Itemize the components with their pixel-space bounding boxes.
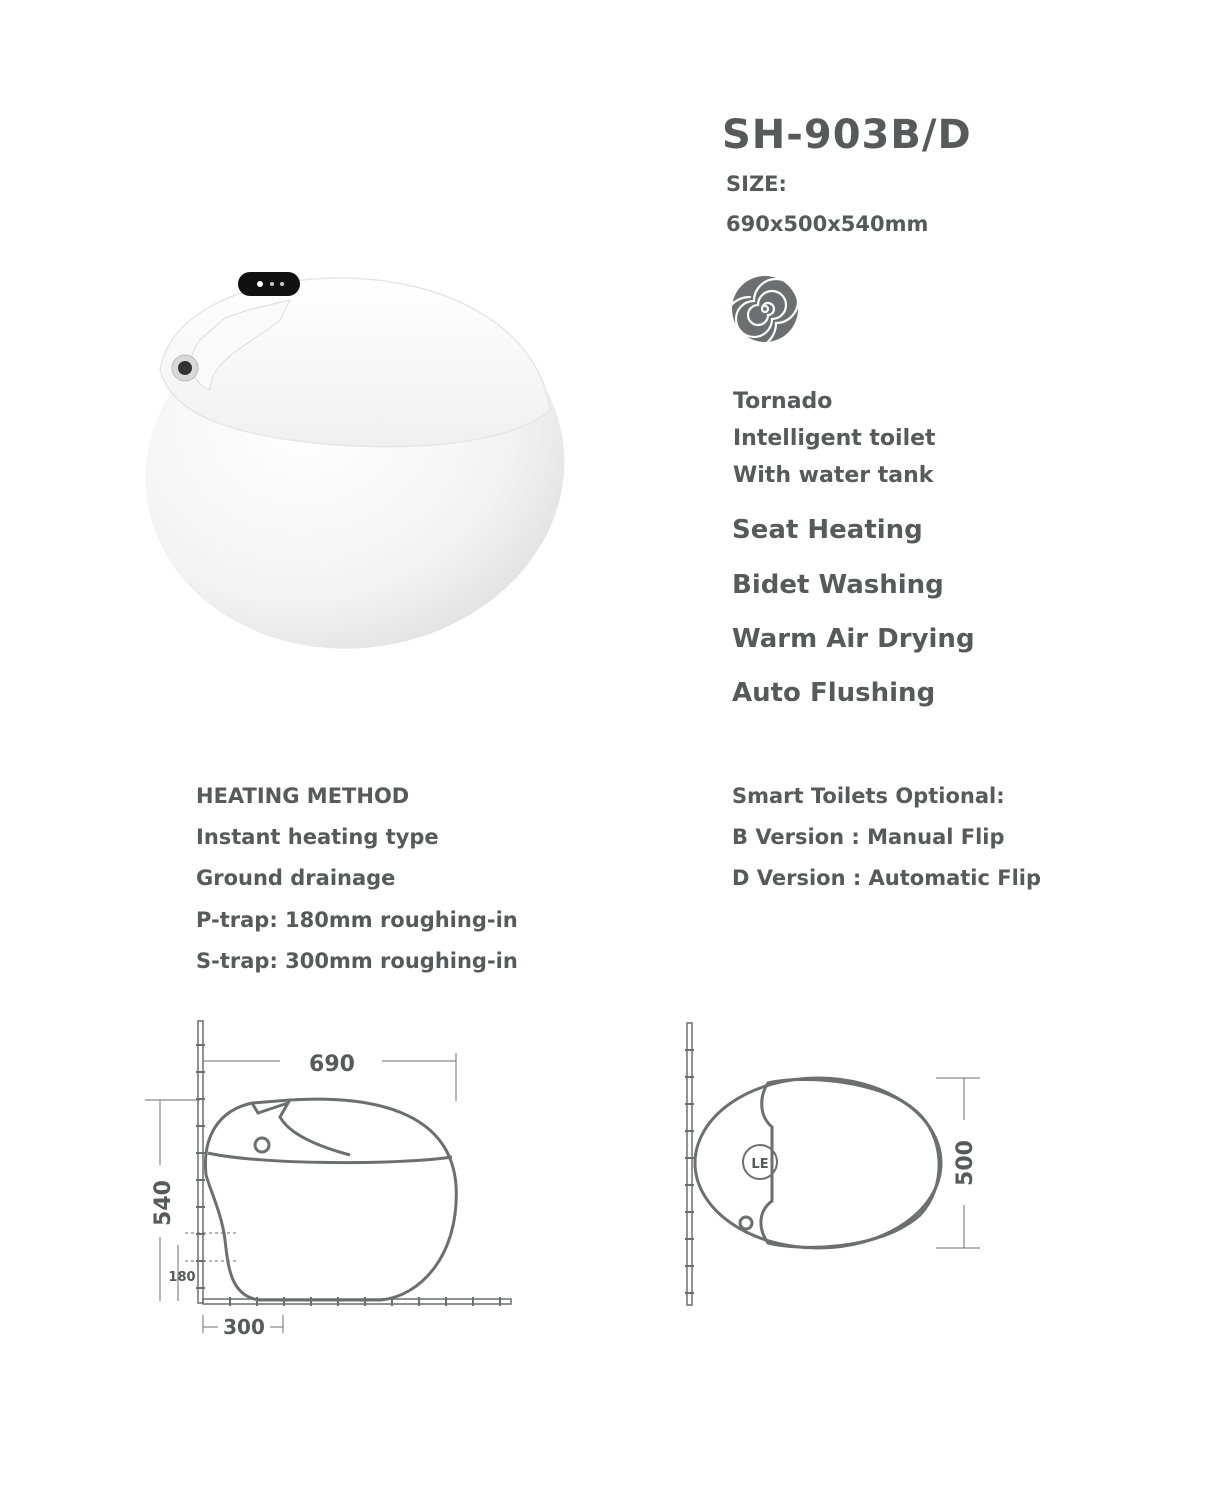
options-heading: Smart Toilets Optional: [732, 784, 1005, 808]
width-dimension-label: 690 [309, 1052, 355, 1077]
description-line-3: With water tank [733, 463, 934, 488]
logo-text: LE [751, 1157, 769, 1172]
model-number: SH-903B/D [722, 112, 972, 158]
spec-item: Instant heating type [196, 825, 439, 849]
top-view-drawing [680, 1015, 1000, 1315]
description-line-1: Tornado [733, 389, 833, 414]
size-value: 690x500x540mm [726, 212, 929, 236]
feature-seat-heating: Seat Heating [732, 515, 923, 545]
depth-dimension-label: 500 [953, 1140, 978, 1186]
height-dimension-label: 540 [151, 1180, 176, 1226]
feature-warm-air-drying: Warm Air Drying [732, 624, 975, 654]
specs-heading: HEATING METHOD [196, 784, 410, 808]
ptrap-dimension-label: 180 [168, 1270, 196, 1285]
size-label: SIZE: [726, 172, 787, 196]
control-panel-display [238, 272, 300, 296]
spec-item: S-trap: 300mm roughing-in [196, 949, 518, 973]
spec-item: Ground drainage [196, 866, 396, 890]
feature-bidet-washing: Bidet Washing [732, 570, 944, 600]
spec-item: P-trap: 180mm roughing-in [196, 908, 518, 932]
description-line-2: Intelligent toilet [733, 426, 936, 451]
option-d-version: D Version : Automatic Flip [732, 866, 1042, 890]
strap-dimension-label: 300 [223, 1315, 265, 1339]
tornado-spiral-icon [730, 274, 800, 344]
feature-auto-flushing: Auto Flushing [732, 678, 936, 708]
product-image [130, 250, 580, 670]
side-view-drawing [140, 1015, 520, 1345]
option-b-version: B Version : Manual Flip [732, 825, 1005, 849]
